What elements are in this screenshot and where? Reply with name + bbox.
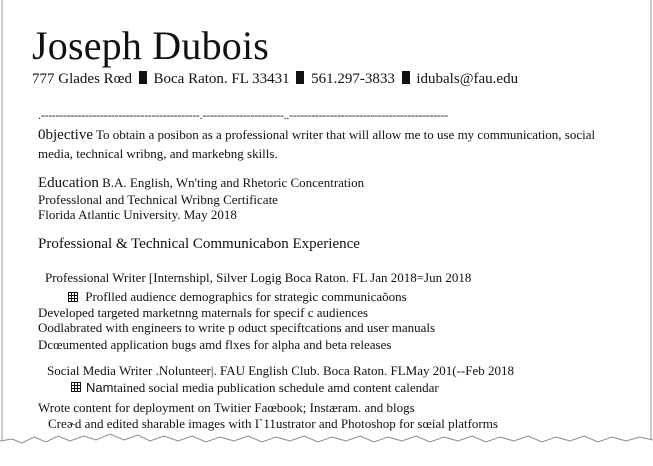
city: Boca Raton. FL 33431 bbox=[153, 71, 290, 87]
education-heading: Education bbox=[38, 175, 99, 191]
job1-bullet bbox=[68, 289, 407, 305]
candidate-name: Joseph Dubois bbox=[32, 23, 270, 68]
contact-line bbox=[32, 71, 518, 88]
objective-heading: 0bjective bbox=[38, 127, 93, 143]
email: idubals@fau.edu bbox=[416, 71, 519, 87]
education-university: Florida Atlantic University. May 2018 bbox=[38, 207, 237, 222]
objective-line-2: media, technical wribng, and markebng skills. bbox=[38, 146, 278, 161]
job2-bullet bbox=[71, 380, 439, 396]
job1-line-2: Oodlabrated with engineers to write p oduct speciftcations and user manuals bbox=[38, 320, 436, 335]
job2-bullet-text: tained social media publication schedule amd content calendar bbox=[113, 380, 439, 395]
job1-bullet-text: Proflled audiencє demographics for strategic communicaŏons bbox=[85, 289, 407, 304]
job1-line-3: Dcœumented application bugs amd flxes for alpha and beta releases bbox=[38, 337, 392, 352]
square-separator-icon bbox=[139, 71, 147, 84]
grid-icon bbox=[71, 382, 82, 393]
job1-line-1: Developed targeted marketnng maternals for specif c audiences bbox=[38, 305, 369, 320]
grid-icon bbox=[68, 292, 78, 302]
square-separator-icon bbox=[296, 71, 304, 84]
job2-line-1: Wrote content for deployment on Twitier Faœbook; Instæram. and blogs bbox=[38, 400, 415, 415]
experience-heading: Professional & Technical Communicabon Experience bbox=[38, 236, 360, 252]
education-degree: B.A. English, Wn'ting and Rhetoric Concentration bbox=[102, 175, 365, 190]
job2-bullet-lead: Nam bbox=[86, 380, 114, 395]
job2-line-2: Creɚd and edited sharable images with I`11ustrator and Photoshop for sœial platforms bbox=[48, 416, 498, 431]
dashed-divider: .-------------------------------------------.----------------------..------------------------------------------- bbox=[38, 108, 448, 122]
education-certificate: Professlonal and Technical Wribng Certificate bbox=[38, 192, 278, 207]
education-line-1 bbox=[38, 175, 364, 192]
address: 777 Glades Rœd bbox=[32, 71, 132, 87]
objective-line-1 bbox=[38, 127, 595, 144]
job-title-2: Social Media Writer .Nolunteer|. FAU English Club. Boca Raton. FLMay 201(--Feb 2018 bbox=[47, 363, 515, 378]
objective-text-1: To obtain a posibon as a professional writer that will allow me to use my communication, social bbox=[96, 127, 596, 142]
phone: 561.297-3833 bbox=[311, 71, 395, 87]
job-title-1: Professional Writer [Internshipl, Silver Logig Boca Raton. FL Jan 2018=Jun 2018 bbox=[45, 270, 472, 285]
square-separator-icon bbox=[402, 71, 410, 84]
